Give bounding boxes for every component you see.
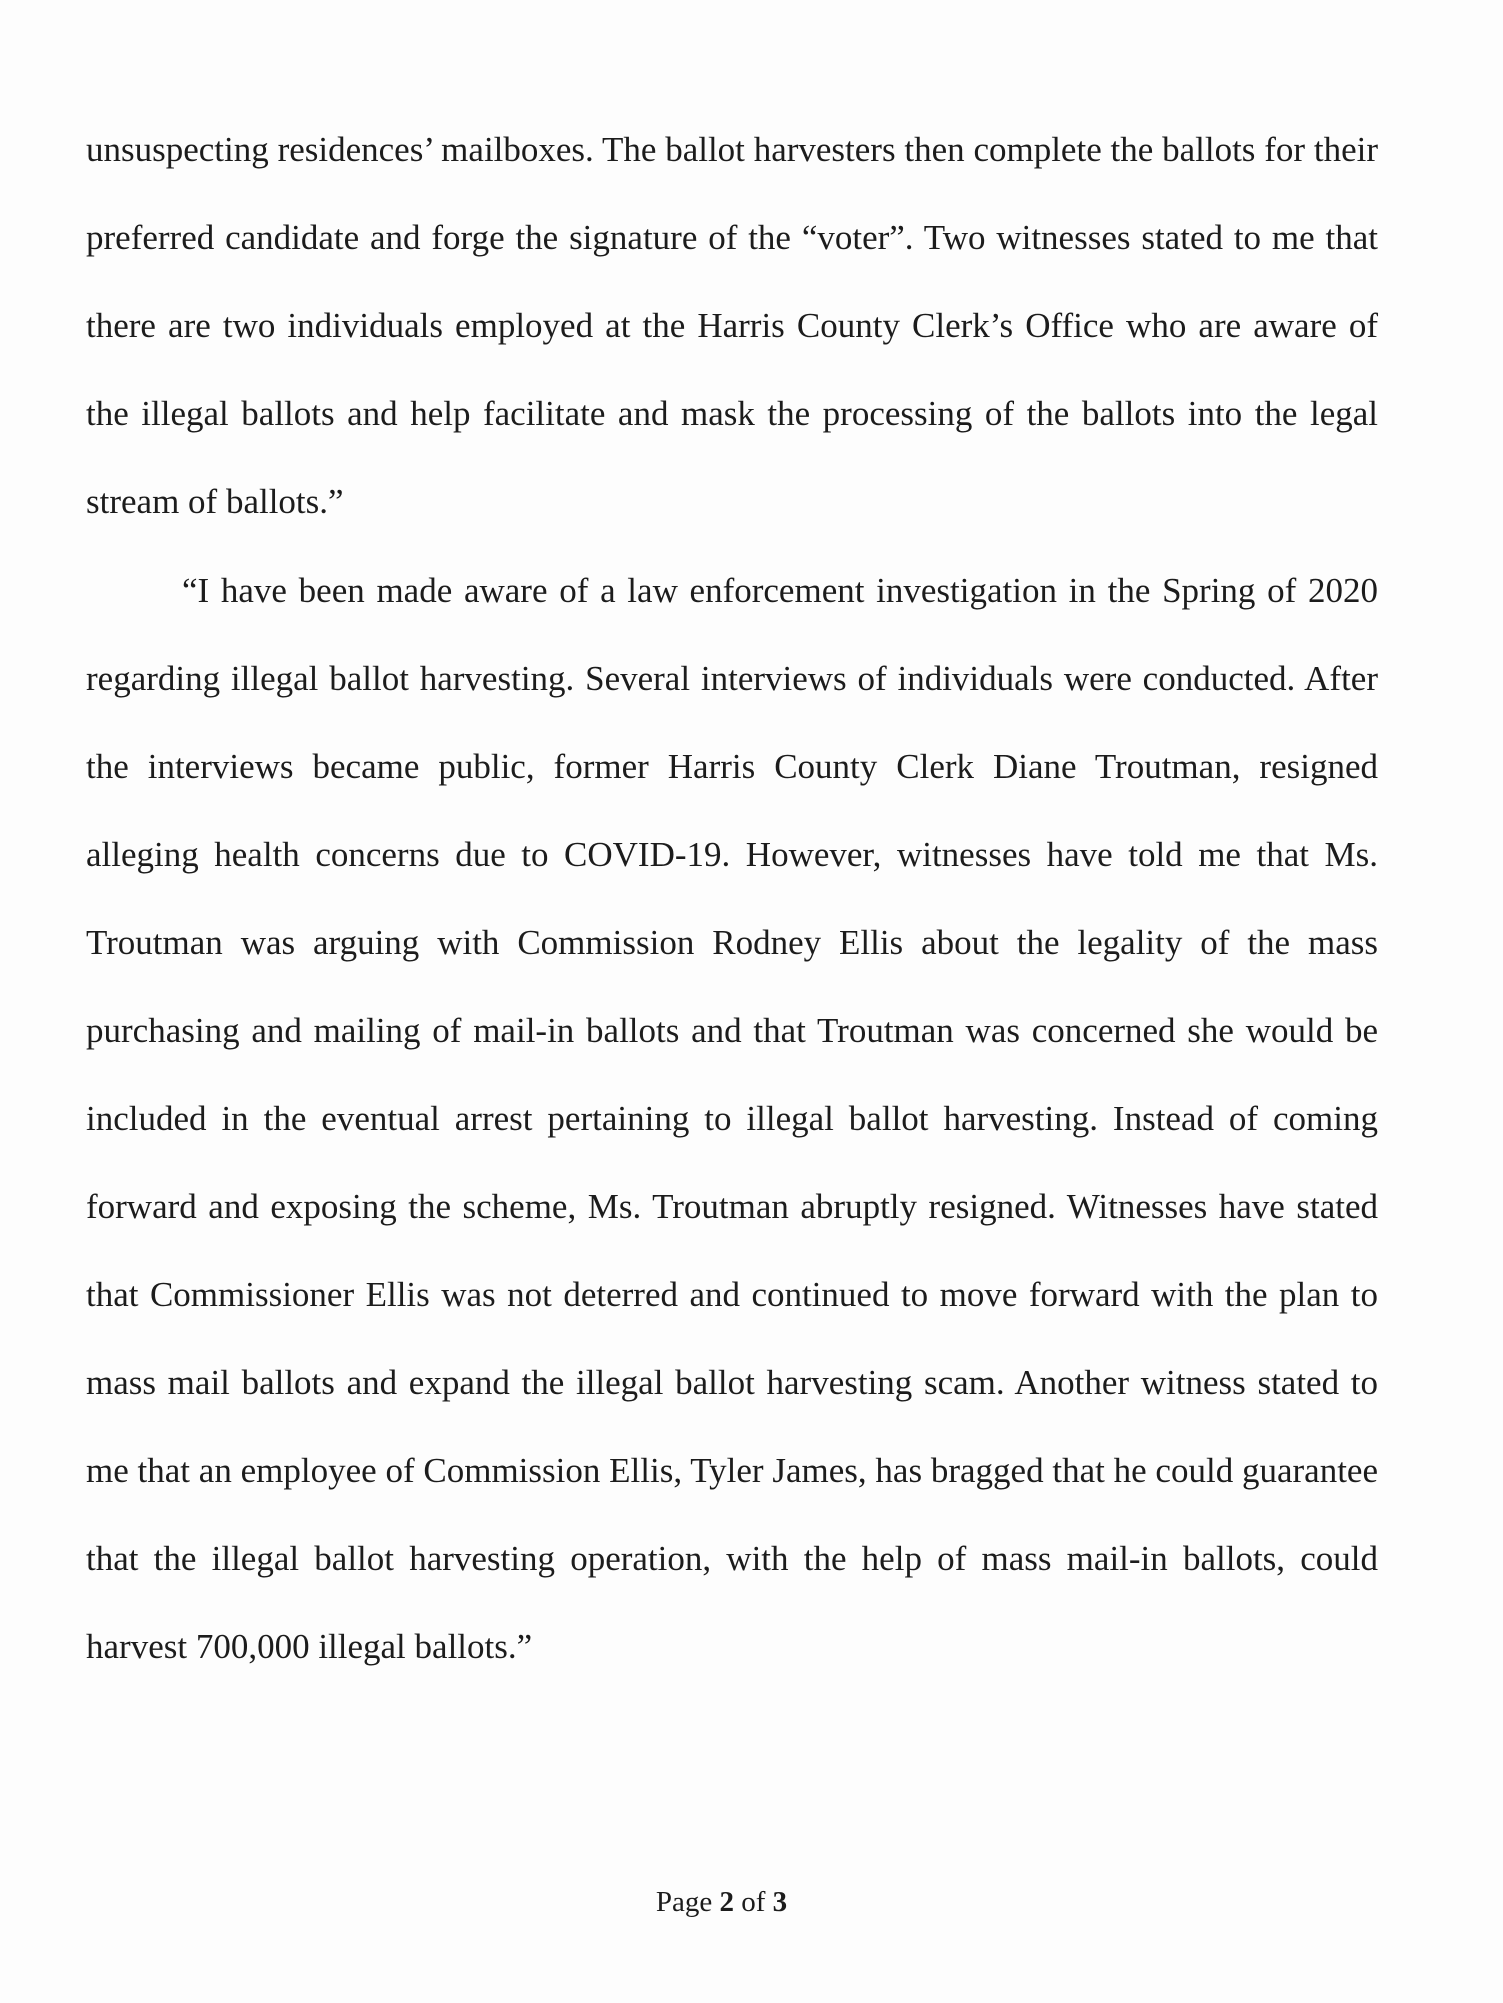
paragraph-2: “I have been made aware of a law enforcement investigation in the Spring of 2020 regarding illegal ballot harvesting. Several interviews of individuals were conducted. After the interviews became public, former Harris County Clerk Diane Troutman, resigned alleging health concerns due to COVID-19. However, witnesses have told me that Ms. Troutman was arguing with Commission Rodney Ellis about the legality of the mass purchasing and mailing of mail-in ballots and that Troutman was concerned she would be included in the eventual arrest pertaining to illegal ballot harvesting. Instead of coming forward and exposing the scheme, Ms. Troutman abruptly resigned. Witnesses have stated that Commissioner Ellis was not deterred and continued to move forward with the plan to mass mail ballots and expand the illegal ballot harvesting scam. Another witness stated to me that an employee of Commission Ellis, Tyler James, has bragged that he could guarantee that the illegal ballot harvesting operation, with the help of mass mail-in ballots, could harvest 700,000 illegal ballots.” xyxy=(86,571,1378,1666)
paragraph-1: unsuspecting residences’ mailboxes. The ballot harvesters then complete the ballots for their preferred candidate and forge the signature of the “voter”. Two witnesses stated to me that there are two individuals employed at the Harris County Clerk’s Office who are aware of the illegal ballots and help facilitate and mask the processing of the ballots into the legal stream of ballots.” xyxy=(86,130,1378,521)
page-label: Page xyxy=(655,1886,720,1918)
page-of-label: of xyxy=(741,1886,773,1918)
page-number: 2 xyxy=(719,1886,734,1918)
page-footer xyxy=(0,1886,1443,1919)
page-total: 3 xyxy=(772,1886,788,1918)
